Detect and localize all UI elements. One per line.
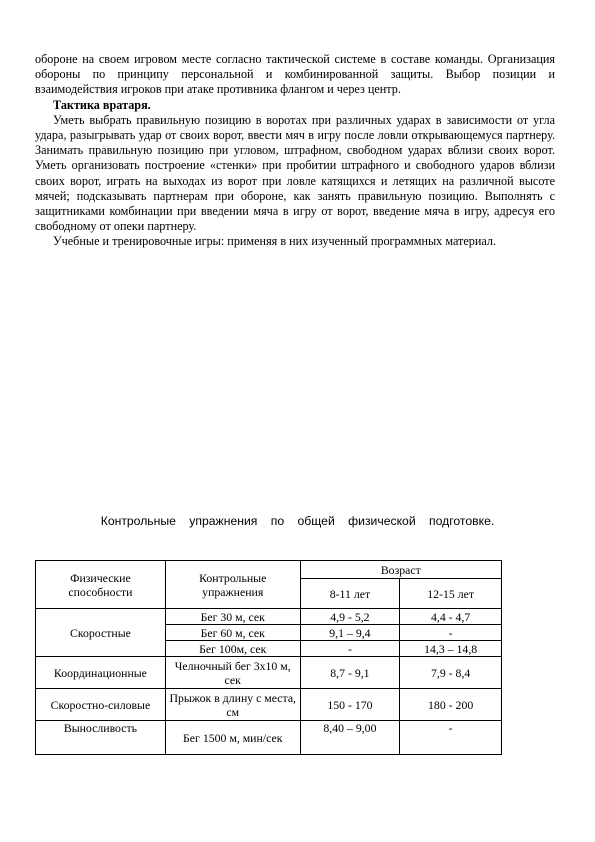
section-heading-goalkeeper: Тактика вратаря. (53, 97, 151, 112)
cell-jump: Прыжок в длину с места, см (165, 689, 300, 721)
cell-run30: Бег 30 м, сек (165, 609, 300, 625)
cell-run60-a: 9,1 – 9,4 (300, 625, 400, 641)
cell-shuttle-a: 8,7 - 9,1 (300, 657, 400, 689)
header-age-8-11: 8-11 лет (300, 579, 400, 609)
cell-run1500: Бег 1500 м, мин/сек (165, 721, 300, 755)
cell-endurance: Выносливость (36, 721, 166, 755)
cell-coordination: Координационные (36, 657, 166, 689)
cell-speed-power: Скоростно-силовые (36, 689, 166, 721)
cell-run30-b: 4,4 - 4,7 (400, 609, 502, 625)
cell-run100-b: 14,3 – 14,8 (400, 641, 502, 657)
header-exercise: Контрольные упражнения (165, 561, 300, 609)
paragraph-games: Учебные и тренировочные игры: применяя в них изученный программных материал. (53, 234, 497, 249)
cell-run1500-b: - (400, 721, 502, 755)
header-age: Возраст (300, 561, 501, 579)
cell-speed: Скоростные (36, 609, 166, 657)
cell-run100-a: - (300, 641, 400, 657)
paragraph-goalkeeper: Уметь выбрать правильную позицию в воротах при различных ударах в зависимости от угла удара, разыгрывать удар от своих ворот, ввести мяч в игру после ловли открывающемуся партнеру. Занимать правильную позицию при угловом, штрафном, свободном ударах вблизи своих ворот. Уметь организовать построение «стенки» при пробитии штрафного и свободного ударов вблизи своих ворот, играть на выходах из ворот при ловле катящихся и летящих на различной высоте мячей; подсказывать партнерам при обороне, как занять правильную позицию. Выполнять с защитниками комбинации при введении мяча в игру от ворот, введение мяча в игру, адресуя его свободному от опеки партнеру. (35, 112, 555, 234)
cell-run100: Бег 100м, сек (165, 641, 300, 657)
header-ability: Физические способности (36, 561, 166, 609)
control-exercises-table (35, 560, 502, 755)
cell-shuttle: Челночный бег 3х10 м, сек (165, 657, 300, 689)
cell-jump-b: 180 - 200 (400, 689, 502, 721)
cell-shuttle-b: 7,9 - 8,4 (400, 657, 502, 689)
body-text (35, 52, 555, 250)
cell-run60: Бег 60 м, сек (165, 625, 300, 641)
header-age-12-15: 12-15 лет (400, 579, 502, 609)
cell-run1500-a: 8,40 – 9,00 (300, 721, 400, 755)
cell-run30-a: 4,9 - 5,2 (300, 609, 400, 625)
cell-jump-a: 150 - 170 (300, 689, 400, 721)
cell-run60-b: - (400, 625, 502, 641)
paragraph-defense: обороне на своем игровом месте согласно тактической системе в составе команды. Организация обороны по принципу персональной и комбинированной защиты. Выбор позиции и взаимодействия игроков при атаке противника флангом и через центр. (35, 52, 555, 97)
table-caption: Контрольные упражнения по общей физической подготовке. (100, 514, 495, 528)
